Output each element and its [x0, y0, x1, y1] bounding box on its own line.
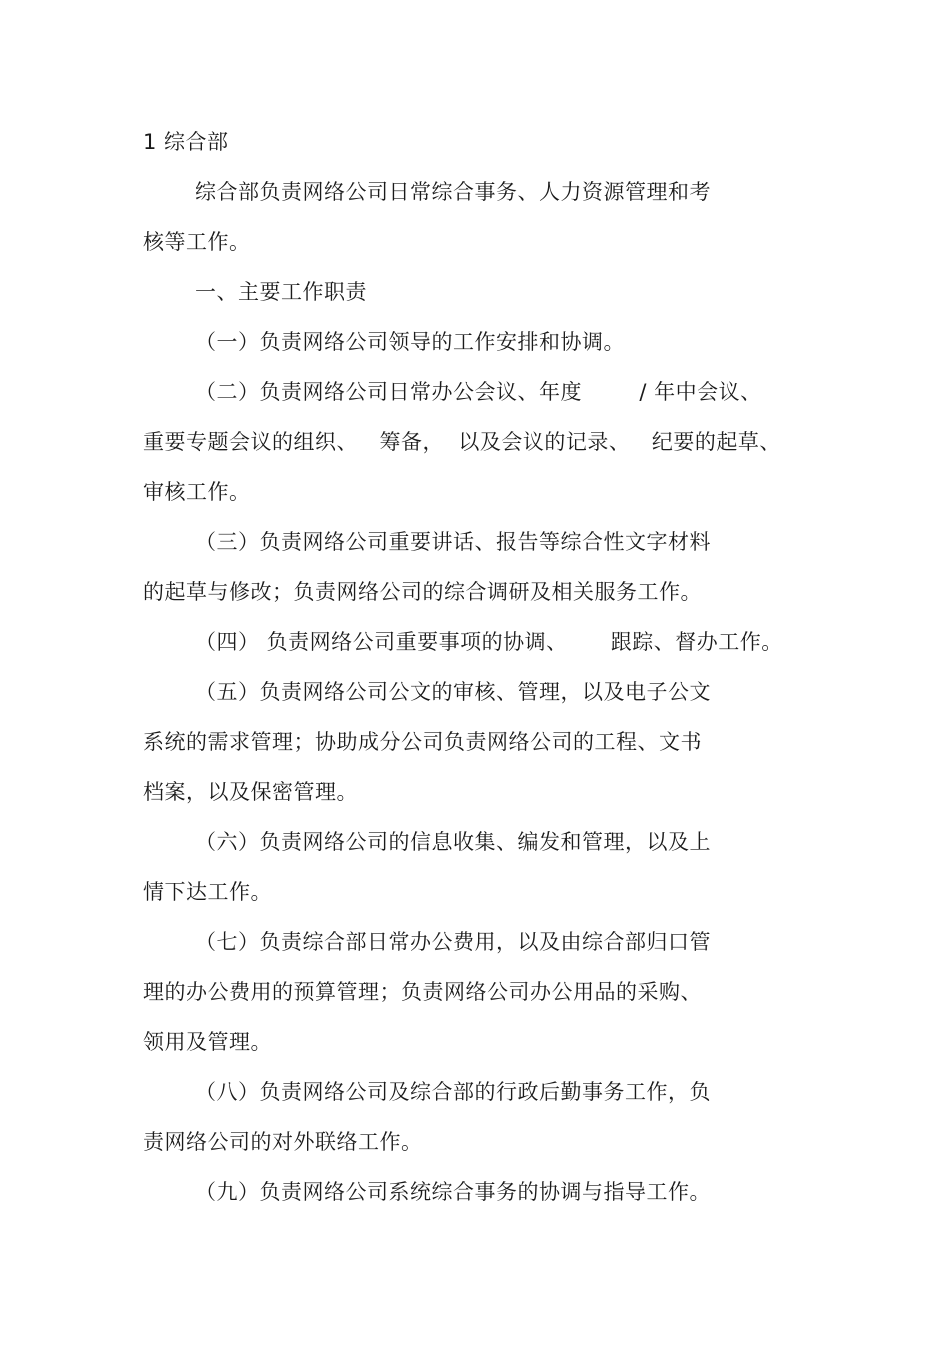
item-2-line-2: 重要专题会议的组织、 筹备， 以及会议的记录、 纪要的起草、: [143, 430, 781, 454]
item-7-line-1: （七）负责综合部日常办公费用，以及由综合部归口管: [195, 930, 711, 954]
item-3-line-2: 的起草与修改；负责网络公司的综合调研及相关服务工作。: [143, 580, 702, 604]
item-6-line-1: （六）负责网络公司的信息收集、编发和管理，以及上: [195, 830, 711, 854]
item-2-line-1: （二）负责网络公司日常办公会议、年度 / 年中会议、: [195, 380, 762, 404]
item-2-line-3: 审核工作。: [143, 480, 251, 504]
item-6-line-2: 情下达工作。: [143, 880, 272, 904]
intro-line-1: 综合部负责网络公司日常综合事务、人力资源管理和考: [195, 180, 711, 204]
heading: 1 综合部: [143, 130, 229, 154]
intro-line-2: 核等工作。: [143, 230, 251, 254]
item-1-line-1: （一）负责网络公司领导的工作安排和协调。: [195, 330, 625, 354]
item-3-line-1: （三）负责网络公司重要讲话、报告等综合性文字材料: [195, 530, 711, 554]
item-4-line-1: （四） 负责网络公司重要事项的协调、 跟踪、督办工作。: [195, 630, 783, 654]
item-7-line-2: 理的办公费用的预算管理；负责网络公司办公用品的采购、: [143, 980, 702, 1004]
item-5-line-2: 系统的需求管理；协助成分公司负责网络公司的工程、文书: [143, 730, 702, 754]
item-9-line-1: （九）负责网络公司系统综合事务的协调与指导工作。: [195, 1180, 711, 1204]
item-5-line-1: （五）负责网络公司公文的审核、管理，以及电子公文: [195, 680, 711, 704]
item-7-line-3: 领用及管理。: [143, 1030, 272, 1054]
section-title: 一、主要工作职责: [195, 280, 367, 304]
item-5-line-3: 档案，以及保密管理。: [143, 780, 358, 804]
item-8-line-1: （八）负责网络公司及综合部的行政后勤事务工作，负: [195, 1080, 711, 1104]
item-8-line-2: 责网络公司的对外联络工作。: [143, 1130, 423, 1154]
